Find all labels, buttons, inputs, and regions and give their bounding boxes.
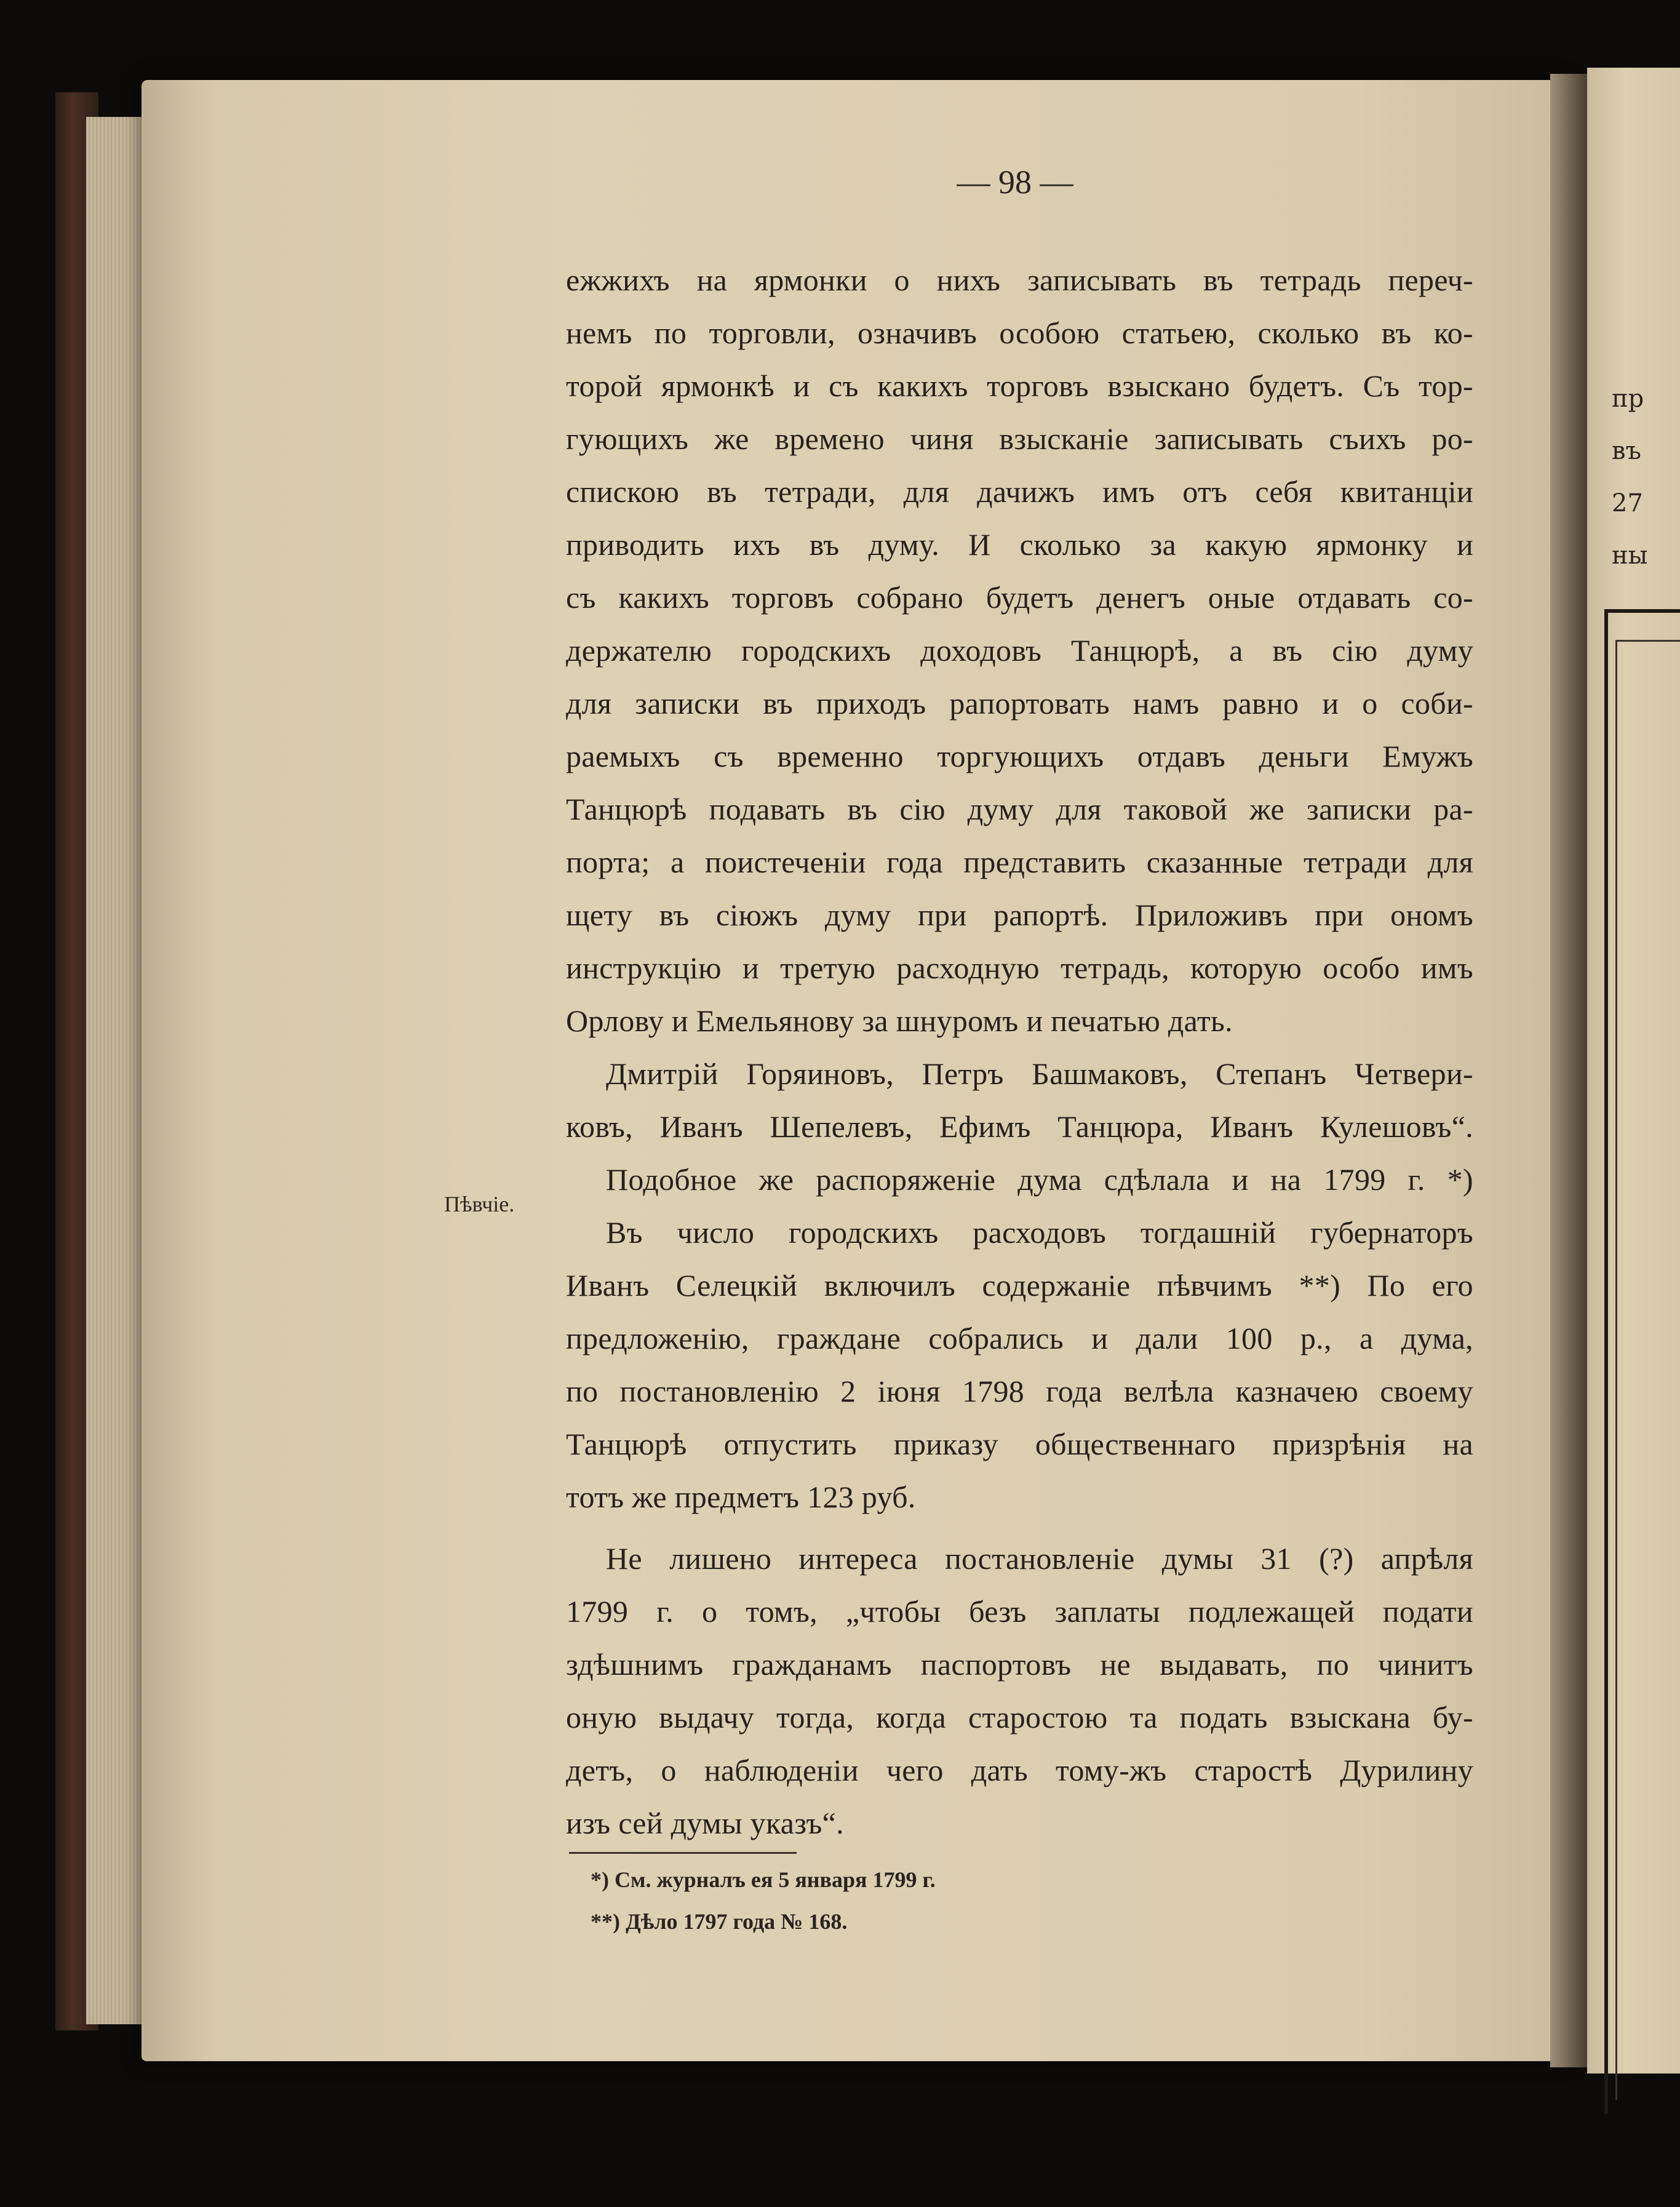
text-line: здѣшнимъ гражданамъ паспортовъ не выдавать, по чинитъ [566, 1647, 1473, 1682]
text-line: по постановленію 2 іюня 1798 года велѣла казначею своему [566, 1374, 1473, 1408]
text-line: Иванъ Селецкій включилъ содержаніе пѣвчимъ **) По его [566, 1268, 1473, 1303]
right-page-fragment [1587, 68, 1680, 2073]
text-line: порта; а поистеченіи года представить сказанные тетради для [566, 845, 1473, 879]
text-line: гующихъ же времено чиня взысканіе записывать съихъ ро- [566, 421, 1473, 456]
text-line: приводить ихъ въ думу. И сколько за какую ярмонку и [566, 527, 1473, 562]
text-line: щету въ сіюжъ думу при рапортѣ. Приложивъ при ономъ [566, 898, 1473, 932]
text-line: изъ сей думы указъ“. [566, 1806, 844, 1840]
footnote: **) Дѣло 1797 года № 168. [591, 1909, 848, 1934]
text-line: съ какихъ торговъ собрано будетъ денегъ оные отдавать со- [566, 580, 1473, 615]
footnote-rule [569, 1852, 797, 1854]
text-line: оную выдачу тогда, когда старостою та подать взыскана бу- [566, 1700, 1473, 1734]
text-line: 1799 г. о томъ, „чтобы безъ заплаты подлежащей подати [566, 1594, 1473, 1629]
text-line: инструкцію и третую расходную тетрадь, которую особо имъ [566, 951, 1473, 985]
text-line: Дмитрій Горяиновъ, Петръ Башмаковъ, Степанъ Четвери- [606, 1056, 1473, 1091]
text-line: торой ярмонкѣ и съ какихъ торговъ взыскано будетъ. Съ тор- [566, 369, 1473, 403]
text-line: детъ, о наблюденіи чего дать тому-жъ старостѣ Дурилину [566, 1753, 1473, 1787]
text-line: предложенію, граждане собрались и дали 100 р., а дума, [566, 1321, 1473, 1355]
text-line: немъ по торговли, означивъ особою статьею, сколько въ ко- [566, 316, 1473, 350]
text-line: держателю городскихъ доходовъ Танцюрѣ, а въ сію думу [566, 633, 1473, 668]
next-page-text: пр [1612, 385, 1644, 413]
text-line: Подобное же распоряженіе дума сдѣлала и на 1799 г. *) [606, 1162, 1473, 1197]
margin-note: Пѣвчіе. [444, 1192, 515, 1216]
next-page-text: въ [1612, 437, 1641, 465]
text-line: для записки въ приходъ рапортовать намъ равно и о соби- [566, 686, 1473, 720]
footnote: *) См. журналъ ея 5 января 1799 г. [591, 1867, 936, 1892]
text-line: тотъ же предметъ 123 руб. [566, 1480, 916, 1514]
page-number: — 98 — [957, 164, 1073, 201]
next-page-frame-inner [1615, 640, 1680, 2100]
text-line: Орлову и Емельянову за шнуромъ и печатью дать. [566, 1004, 1233, 1038]
text-line: Танцюрѣ подавать въ сію думу для таковой же записки ра- [566, 792, 1473, 826]
next-page-text: ны [1612, 541, 1648, 570]
text-line: Въ число городскихъ расходовъ тогдашній губернаторъ [606, 1215, 1473, 1250]
next-page-text: 27 [1612, 489, 1643, 517]
text-line: раемыхъ съ временно торгующихъ отдавъ деньги Емужъ [566, 739, 1473, 773]
text-line: Танцюрѣ отпустить приказу общественнаго призрѣнія на [566, 1427, 1473, 1461]
text-line: ковъ, Иванъ Шепелевъ, Ефимъ Танцюра, Иванъ Кулешовъ“. [566, 1109, 1473, 1144]
text-line: спискою въ тетради, для дачижъ имъ отъ себя квитанціи [566, 474, 1473, 509]
text-line: Не лишено интереса постановленіе думы 31 (?) апрѣля [606, 1541, 1473, 1576]
text-line: ежжихъ на ярмонки о нихъ записывать въ тетрадь переч- [566, 263, 1473, 297]
